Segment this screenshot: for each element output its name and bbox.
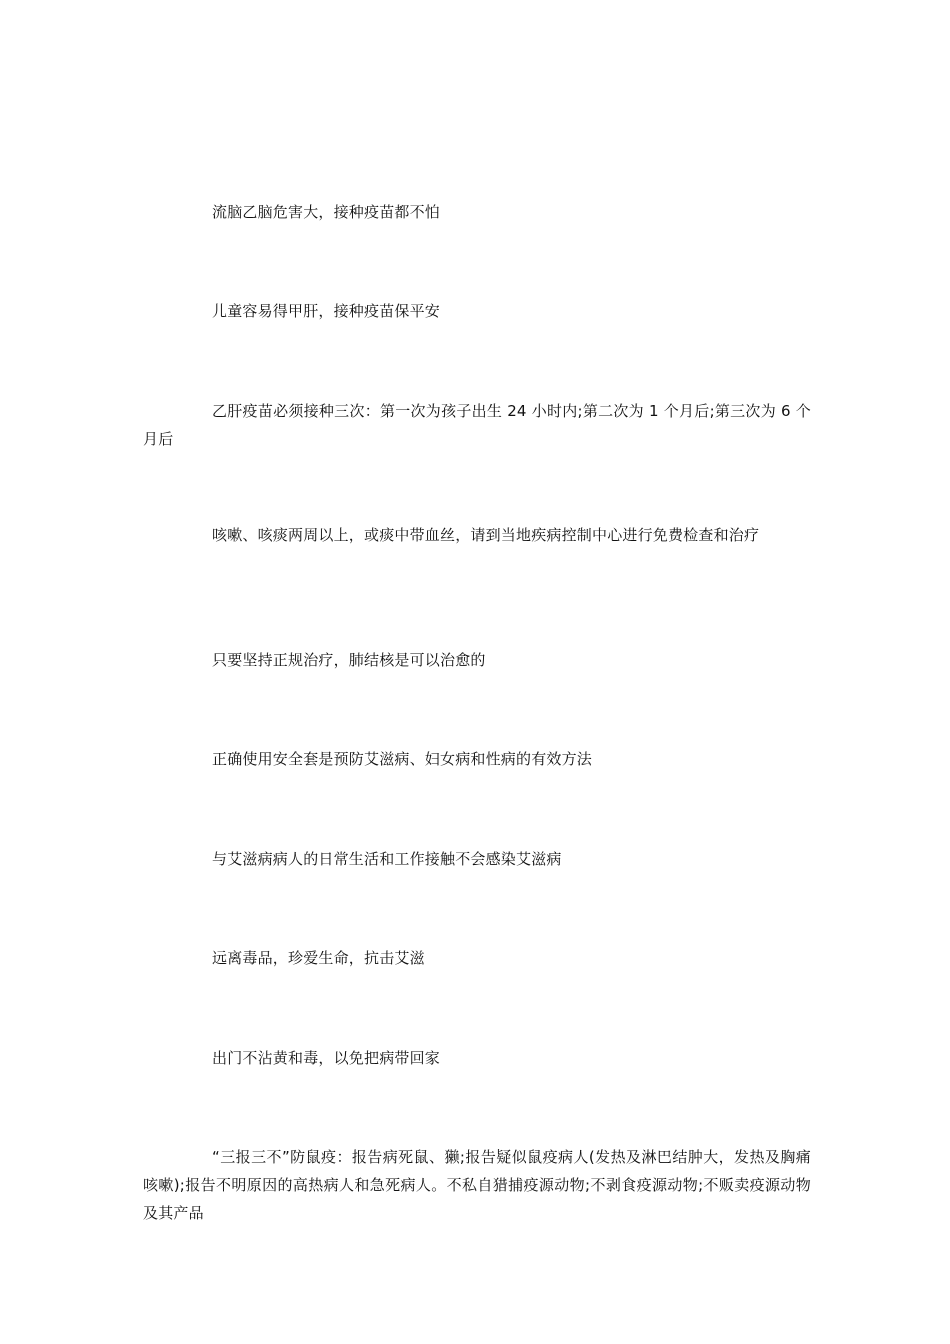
paragraph-travel-caution: 出门不沾黄和毒，以免把病带回家 bbox=[212, 1049, 441, 1067]
paragraph-meningitis-encephalitis-vaccine: 流脑乙脑危害大，接种疫苗都不怕 bbox=[212, 203, 441, 221]
paragraph-condom-prevention: 正确使用安全套是预防艾滋病、妇女病和性病的有效方法 bbox=[212, 750, 593, 768]
paragraph-cough-screening: 咳嗽、咳痰两周以上，或痰中带血丝，请到当地疾病控制中心进行免费检查和治疗 bbox=[212, 526, 760, 544]
paragraph-tuberculosis-curable: 只要坚持正规治疗，肺结核是可以治愈的 bbox=[212, 651, 486, 669]
paragraph-anti-drug-aids: 远离毒品，珍爱生命，抗击艾滋 bbox=[212, 949, 425, 967]
paragraph-hepatitis-b-schedule: 乙肝疫苗必须接种三次：第一次为孩子出生 24 小时内;第二次为 1 个月后;第三次为 6 个月后 bbox=[143, 402, 811, 448]
paragraph-hepatitis-a-vaccine: 儿童容易得甲肝，接种疫苗保平安 bbox=[212, 302, 441, 320]
paragraph-aids-contact: 与艾滋病病人的日常生活和工作接触不会感染艾滋病 bbox=[212, 850, 562, 868]
paragraph-plague-prevention: “三报三不”防鼠疫：报告病死鼠、獭;报告疑似鼠疫病人(发热及淋巴结肿大，发热及胸痛咳嗽);报告不明原因的高热病人和急死病人。不私自猎捕疫源动物;不剥食疫源动物;不贩卖疫源动物及其产品 bbox=[143, 1148, 811, 1222]
